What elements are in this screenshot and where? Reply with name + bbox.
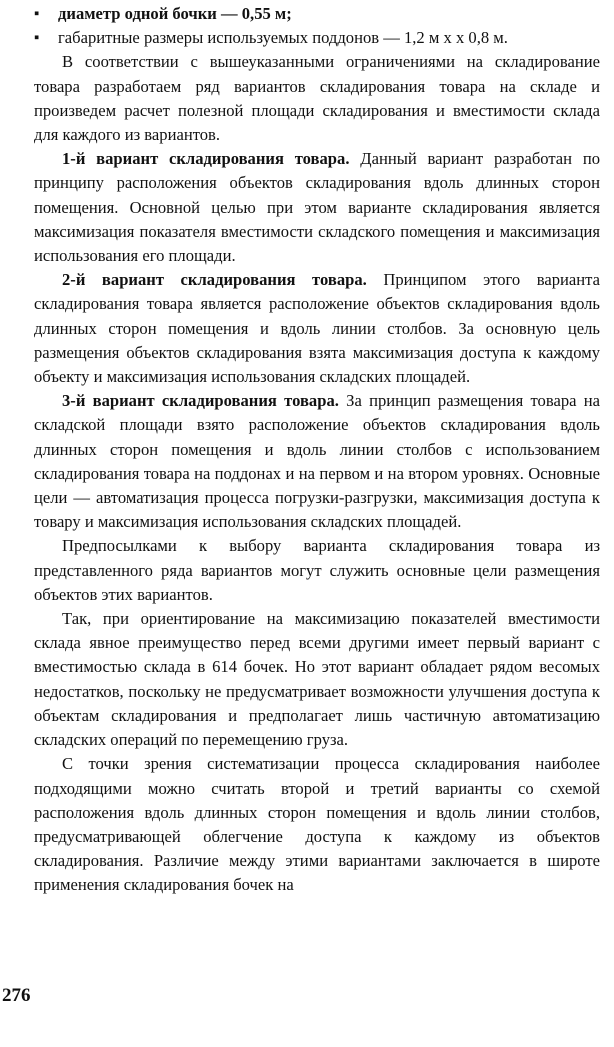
paragraph-text: Предпосылками к выбору варианта складирования товара из представленного ряда вариантов могут служить основные цели размещения объектов этих вариантов. bbox=[34, 536, 600, 604]
paragraph-text: С точки зрения систематизации процесса складирования наиболее подходящими можно считать второй и третий варианты со схемой расположения вдоль длинных сторон помещения и вдоль линии столбов, предусматривающей облегчение доступа к каждому из объектов складирования. Различие между этими вариантами заключается в широте применения складирования бочек на bbox=[34, 754, 600, 895]
constraints-list bbox=[34, 2, 600, 50]
page-body bbox=[34, 2, 600, 898]
paragraph bbox=[34, 389, 600, 534]
paragraph bbox=[34, 268, 600, 389]
paragraph bbox=[34, 607, 600, 752]
paragraph-text: Данный вариант разработан по принципу расположения объектов складирования вдоль длинных сторон помещения. Основной целью при этом варианте складирования является максимизация показателя вместимости складского помещения и максимизация использования его площади. bbox=[34, 149, 601, 266]
paragraph-lead: 1-й вариант складирования товара. bbox=[62, 149, 350, 169]
paragraph bbox=[34, 147, 600, 268]
page-number: 276 bbox=[2, 985, 31, 1006]
paragraph-lead: 3-й вариант складирования товара. bbox=[62, 391, 339, 411]
paragraph bbox=[34, 752, 600, 897]
paragraph bbox=[34, 50, 600, 147]
paragraph bbox=[34, 534, 600, 607]
paragraph-text: За принцип размещения товара на складской площади взято расположение объектов складирования вдоль длинных сторон помещения и вдоль линии столбов с использованием складирования товара на поддонах и на первом и на втором уровнях. Основные цели — автоматизация процесса погрузки-разгрузки, максимизация доступа к товару и максимизация использования складских площадей. bbox=[34, 391, 600, 532]
paragraph-text: Принципом этого варианта складирования товара является расположение объектов складирования вдоль длинных сторон помещения и вдоль линии столбов. За основную цель размещения объектов складирования взята максимизация доступа к каждому объекту и максимизация использования складских площадей. bbox=[34, 270, 600, 387]
paragraph-text: В соответствии с вышеуказанными ограничениями на складирование товара разработаем ряд вариантов складирования товара на складе и произведем расчет полезной площади складирования и вместимости склада для каждого из вариантов. bbox=[34, 52, 600, 145]
list-item: ▪ диаметр одной бочки — 0,55 м; bbox=[34, 2, 600, 26]
list-item: ▪ габаритные размеры используемых поддонов — 1,2 м х х 0,8 м. bbox=[34, 26, 600, 50]
paragraph-text: Так, при ориентирование на максимизацию показателей вместимости склада явное преимущество перед всеми другими имеет первый вариант с вместимостью склада в 614 бочек. Но этот вариант обладает рядом весомых недостатков, поскольку не предусматривает возможности улучшения доступа к объектам складирования и предполагает лишь частичную автоматизацию складских операций по перемещению груза. bbox=[34, 609, 600, 750]
paragraph-lead: 2-й вариант складирования товара. bbox=[62, 270, 367, 290]
